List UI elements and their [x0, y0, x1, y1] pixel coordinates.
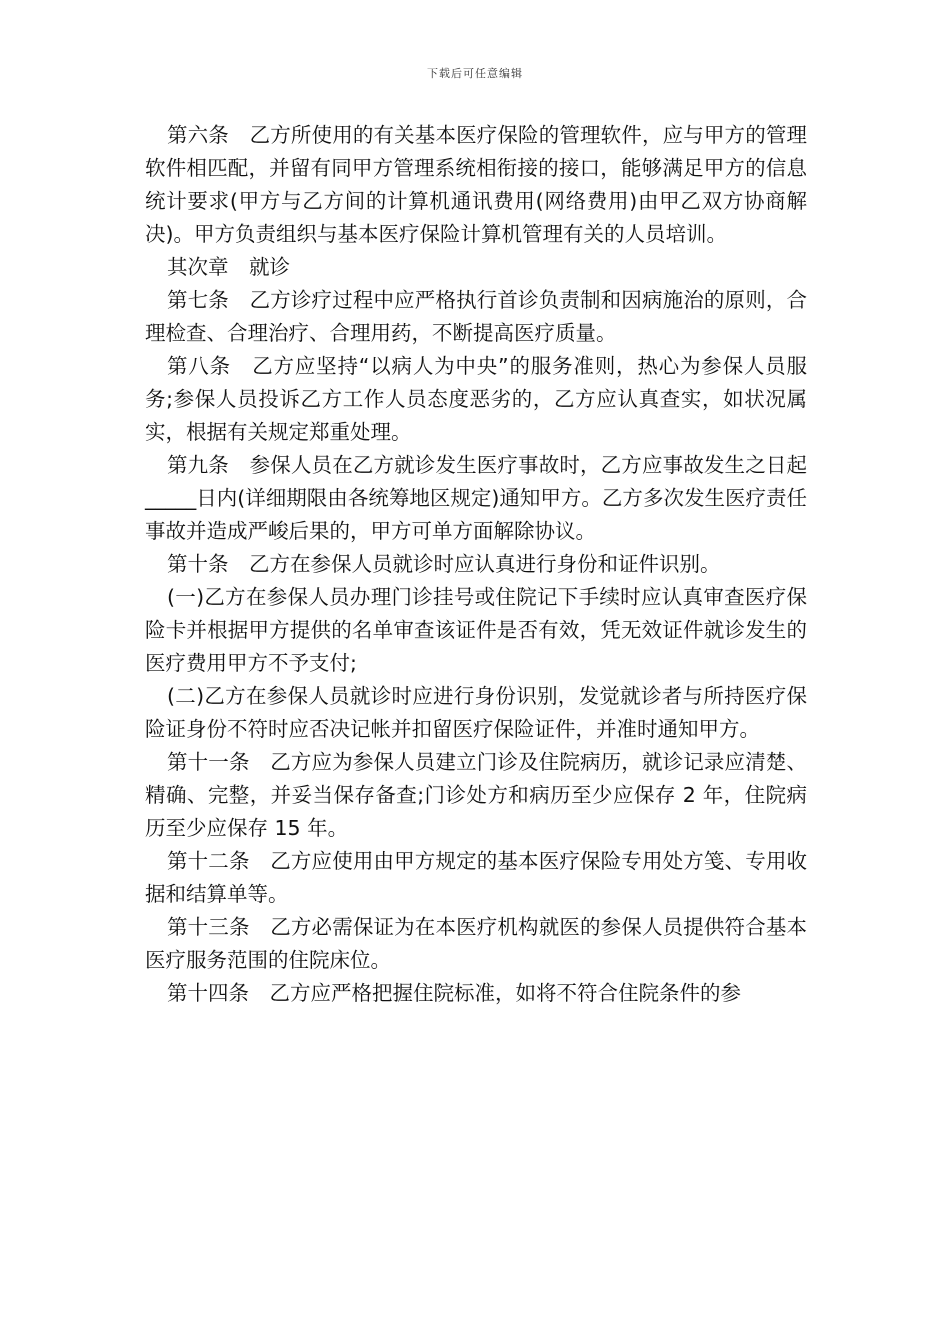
article-13-text: 第十三条 乙方必需保证为在本医疗机构就医的参保人员提供符合基本医疗服务范围的住院床位。: [145, 915, 807, 972]
article-11: [145, 746, 807, 845]
article-10-item-2-text: (二)乙方在参保人员就诊时应进行身份识别，发觉就诊者与所持医疗保险证身份不符时应否决记帐并扣留医疗保险证件，并准时通知甲方。: [145, 684, 807, 741]
chapter-2-heading: [145, 251, 807, 284]
article-6-text: 第六条 乙方所使用的有关基本医疗保险的管理软件，应与甲方的管理软件相匹配，并留有同甲方管理系统相衔接的接口，能够满足甲方的信息统计要求(甲方与乙方间的计算机通讯费用(网络费用)由甲乙双方协商解决)。甲方负责组织与基本医疗保险计算机管理有关的人员培训。: [145, 123, 807, 246]
article-11-text: 第十一条 乙方应为参保人员建立门诊及住院病历，就诊记录应清楚、精确、完整，并妥当保存备查;门诊处方和病历至少应保存 2 年，住院病历至少应保存 15 年。: [145, 750, 807, 840]
chapter-2-text: 其次章 就诊: [167, 255, 290, 279]
document-body: [145, 119, 807, 1010]
article-8-text: 第八条 乙方应坚持“以病人为中央”的服务准则，热心为参保人员服务;参保人员投诉乙方工作人员态度恶劣的，乙方应认真查实，如状况属实，根据有关规定郑重处理。: [145, 354, 807, 444]
article-7-text: 第七条 乙方诊疗过程中应严格执行首诊负责制和因病施治的原则，合理检查、合理治疗、合理用药，不断提高医疗质量。: [145, 288, 807, 345]
page-header: 下载后可任意编辑: [427, 67, 523, 80]
article-14-text: 第十四条 乙方应严格把握住院标准，如将不符合住院条件的参: [167, 981, 741, 1005]
article-8: [145, 350, 807, 449]
article-12-text: 第十二条 乙方应使用由甲方规定的基本医疗保险专用处方笺、专用收据和结算单等。: [145, 849, 807, 906]
article-7: [145, 284, 807, 350]
article-10-item-1-text: (一)乙方在参保人员办理门诊挂号或住院记下手续时应认真审查医疗保险卡并根据甲方提供的名单审查该证件是否有效，凭无效证件就诊发生的医疗费用甲方不予支付;: [145, 585, 807, 675]
article-14: [145, 977, 807, 1010]
article-6: [145, 119, 807, 251]
article-10: [145, 548, 807, 581]
article-12: [145, 845, 807, 911]
article-10-text: 第十条 乙方在参保人员就诊时应认真进行身份和证件识别。: [167, 552, 721, 576]
article-9: [145, 449, 807, 548]
article-9-text: 第九条 参保人员在乙方就诊发生医疗事故时，乙方应事故发生之日起_____日内(详细期限由各统筹地区规定)通知甲方。乙方多次发生医疗责任事故并造成严峻后果的，甲方可单方面解除协议。: [145, 453, 807, 543]
article-10-item-2: [145, 680, 807, 746]
article-10-item-1: [145, 581, 807, 680]
article-13: [145, 911, 807, 977]
